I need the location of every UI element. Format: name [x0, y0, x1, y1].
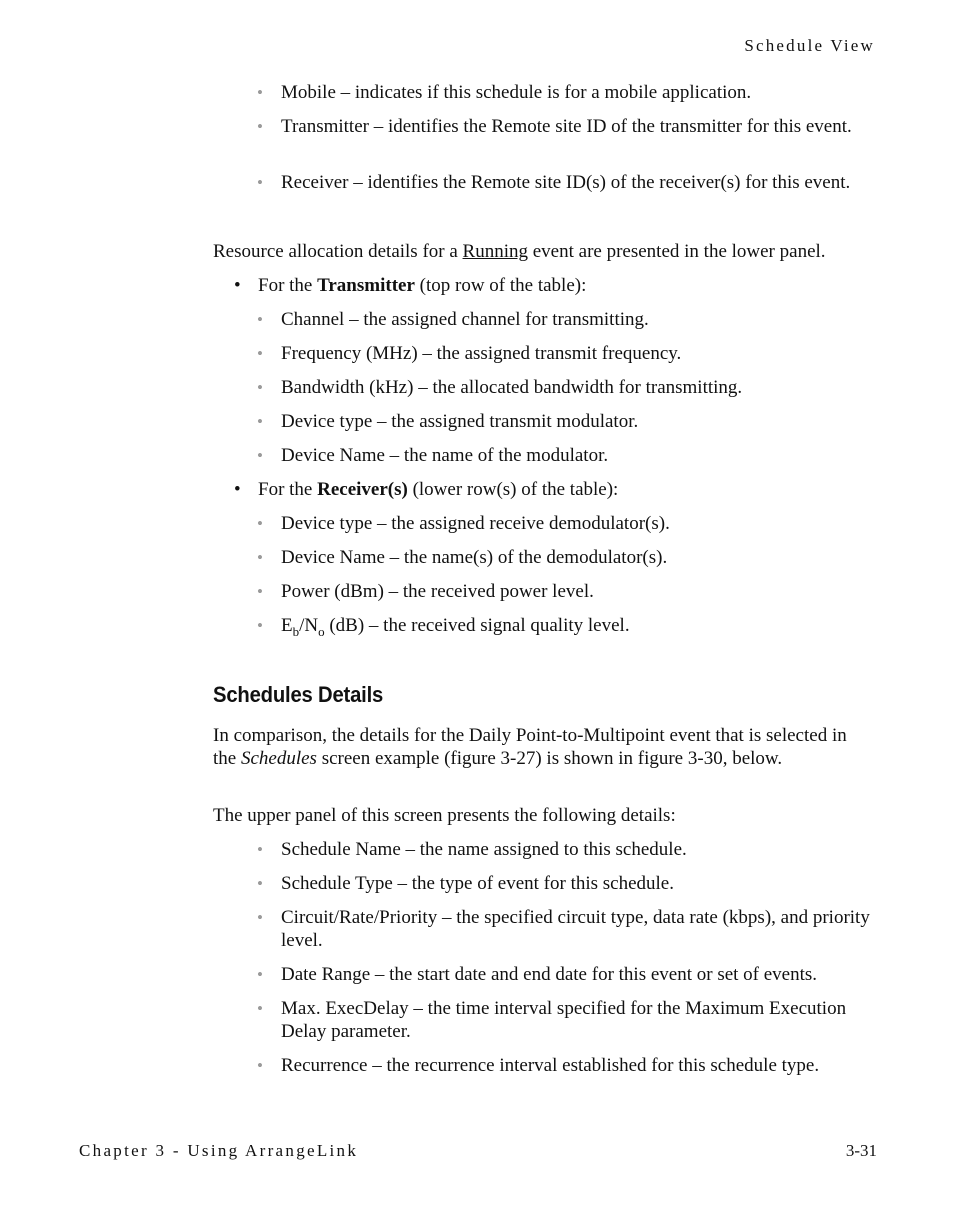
bullet-icon: •: [257, 378, 263, 397]
bullet-icon: •: [257, 965, 263, 984]
comparison-paragraph: In comparison, the details for the Daily Point-to-Multipoint event that is selected in the Schedules screen example (figure 3-27) is shown in figure 3-30, below.: [213, 725, 847, 769]
bullet-icon: •: [257, 999, 263, 1018]
list-item: • Device Name – the name(s) of the demodulator(s).: [257, 547, 668, 568]
running-term: Running: [462, 241, 528, 262]
bullet-icon: •: [257, 874, 263, 893]
list-item: • Schedule Type – the type of event for this schedule.: [257, 873, 674, 894]
list-item: • Channel – the assigned channel for transmitting.: [257, 309, 649, 330]
bullet-icon: •: [234, 479, 241, 500]
bullet-icon: •: [257, 173, 263, 192]
bullet-icon: •: [257, 1056, 263, 1075]
page-number: 3-31: [845, 1141, 877, 1160]
transmitter-item: • For the Transmitter (top row of the table):: [234, 275, 587, 296]
list-item: • Device type – the assigned receive demodulator(s).: [257, 513, 670, 534]
section-heading: Schedules Details: [213, 682, 384, 707]
list-item: • Mobile – indicates if this schedule is for a mobile application.: [257, 82, 752, 103]
bullet-icon: •: [234, 275, 241, 296]
bullet-icon: •: [257, 548, 263, 567]
bullet-icon: •: [257, 412, 263, 431]
list-item: • Frequency (MHz) – the assigned transmit frequency.: [257, 343, 682, 364]
footer-chapter: Chapter 3 - Using ArrangeLink: [79, 1141, 359, 1160]
list-item: • Receiver – identifies the Remote site ID(s) of the receiver(s) for this event.: [257, 172, 851, 193]
bullet-icon: •: [257, 616, 263, 635]
list-item: • Schedule Name – the name assigned to this schedule.: [257, 839, 687, 860]
running-head: Schedule View: [744, 36, 875, 55]
receiver-item: • For the Receiver(s) (lower row(s) of the table):: [234, 479, 619, 500]
bullet-icon: •: [257, 582, 263, 601]
bullet-icon: •: [257, 344, 263, 363]
bullet-icon: •: [257, 310, 263, 329]
bullet-icon: •: [257, 840, 263, 859]
resource-paragraph: Resource allocation details for a Running event are presented in the lower panel.: [213, 241, 826, 262]
list-item: • Bandwidth (kHz) – the allocated bandwidth for transmitting.: [257, 377, 743, 398]
list-item-ebno: • $E_b/N_o$ (dB) – the received signal quality level.: [257, 615, 630, 639]
list-item: • Recurrence – the recurrence interval established for this schedule type.: [257, 1055, 820, 1076]
bullet-icon: •: [257, 117, 263, 136]
bullet-icon: •: [257, 908, 263, 927]
bullet-icon: •: [257, 514, 263, 533]
list-item: • Circuit/Rate/Priority – the specified circuit type, data rate (kbps), and priority level.: [257, 907, 870, 951]
list-item: • Power (dBm) – the received power level.: [257, 581, 594, 602]
list-item: • Device type – the assigned transmit modulator.: [257, 411, 639, 432]
list-item: • Device Name – the name of the modulator.: [257, 445, 609, 466]
bullet-icon: •: [257, 83, 263, 102]
list-item: • Transmitter – identifies the Remote site ID of the transmitter for this event.: [257, 116, 852, 137]
bullet-icon: •: [257, 446, 263, 465]
upper-panel-paragraph: The upper panel of this screen presents the following details:: [213, 805, 676, 826]
list-item: • Date Range – the start date and end date for this event or set of events.: [257, 964, 818, 985]
list-item: • Max. ExecDelay – the time interval specified for the Maximum Execution Delay parameter.: [257, 998, 847, 1042]
